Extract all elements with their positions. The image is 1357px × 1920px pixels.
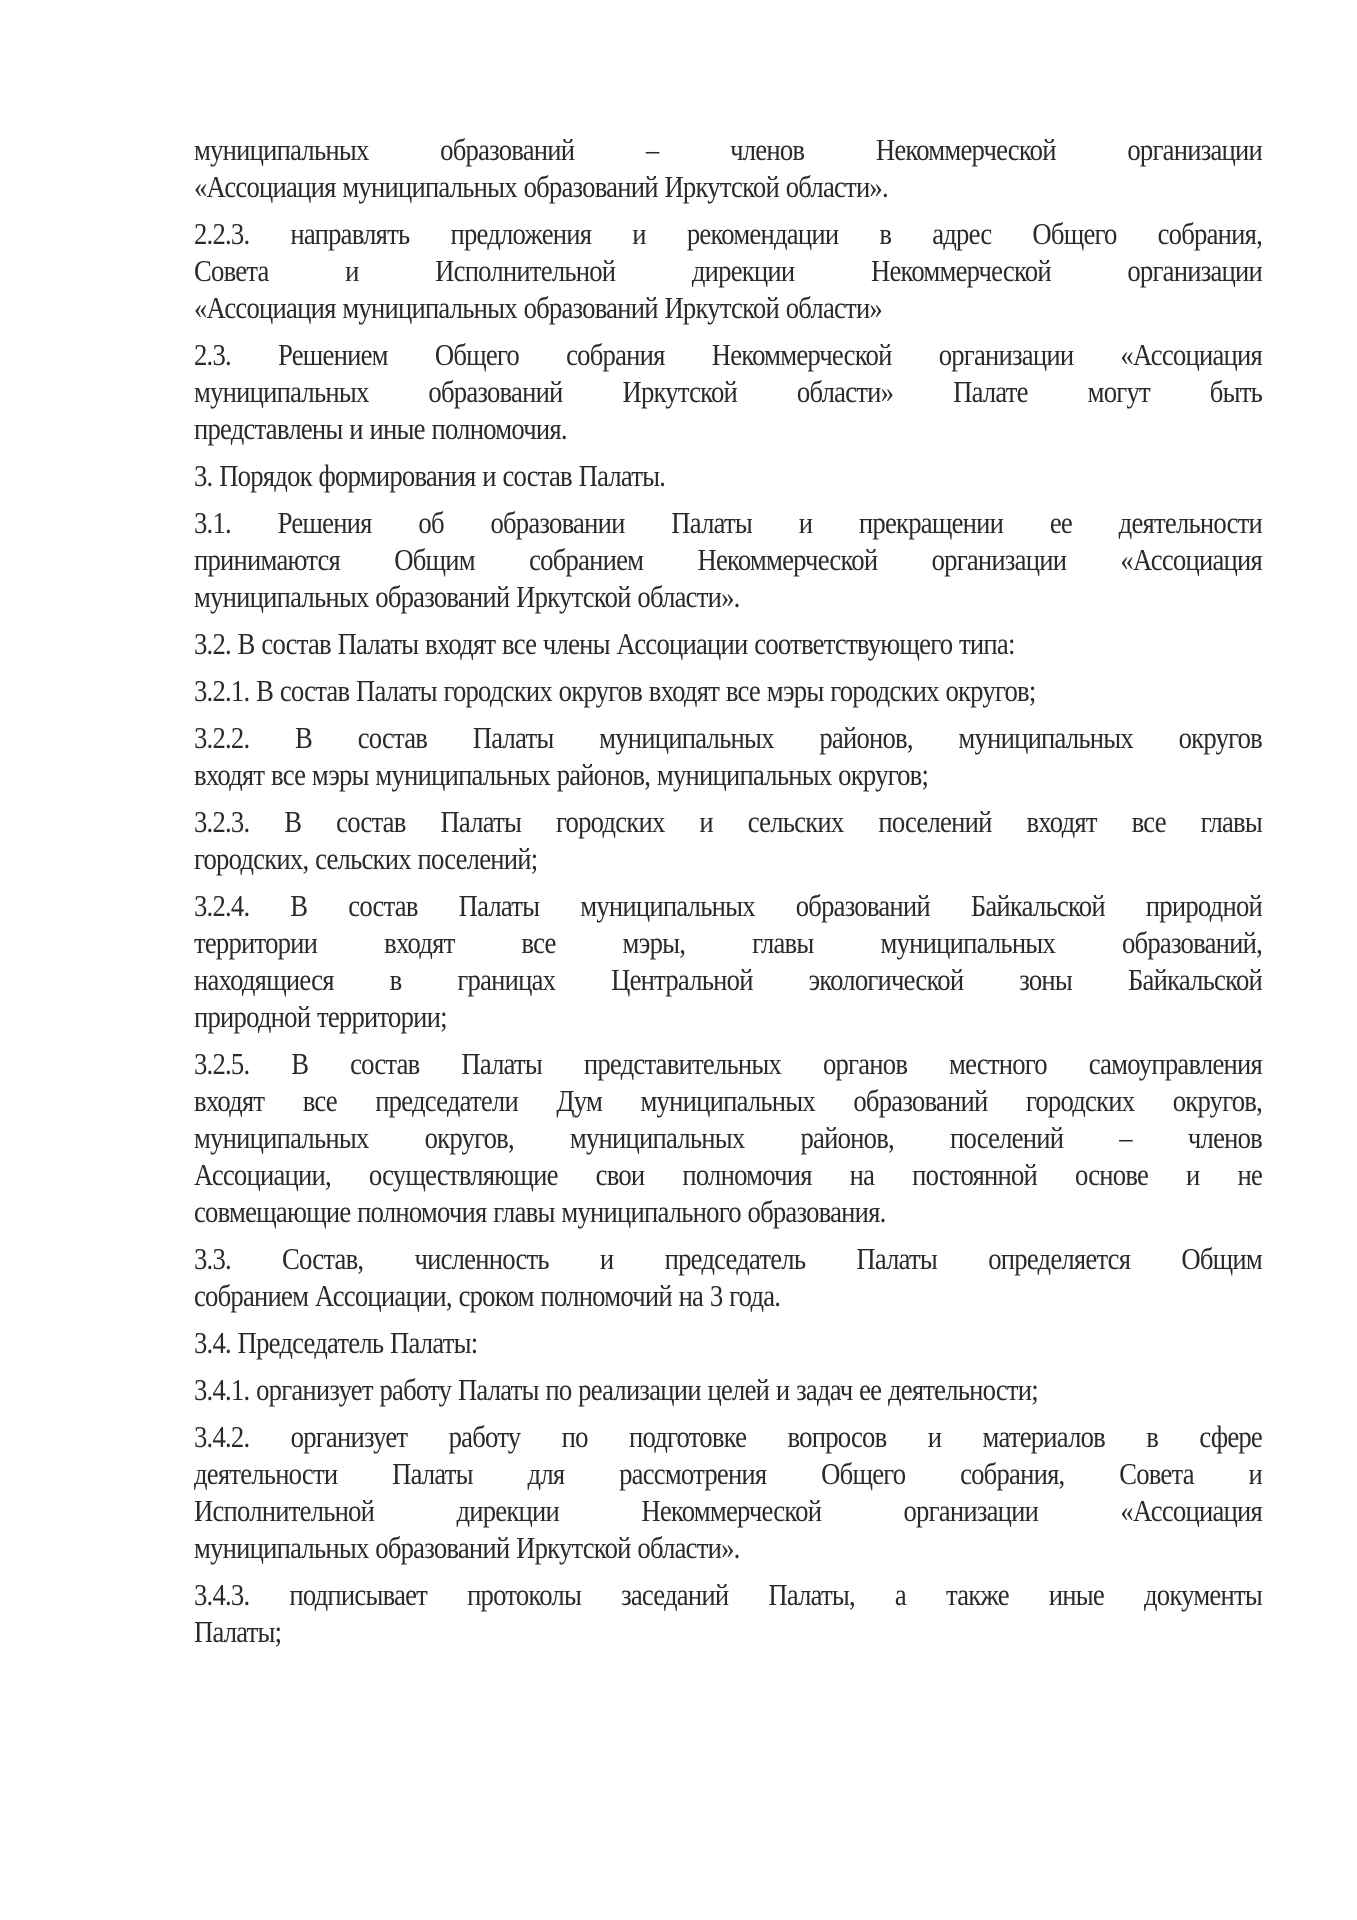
paragraph-2-2-3 — [194, 215, 1262, 326]
text-line: Совета и Исполнительной дирекции Некоммерческой организации — [194, 253, 1262, 288]
text-line: 3.1. Решения об образовании Палаты и прекращении ее деятельности — [194, 505, 1262, 540]
text-line: 2.3. Решением Общего собрания Некоммерческой организации «Ассоциация — [194, 337, 1262, 372]
text-line: «Ассоциация муниципальных образований Иркутской области» — [194, 290, 882, 325]
paragraph-2-2-2-cont — [194, 131, 1262, 205]
paragraph-text — [194, 504, 1262, 615]
paragraph-3-2-5 — [194, 1045, 1262, 1230]
text-line: 3.2.3. В состав Палаты городских и сельских поселений входят все главы — [194, 804, 1262, 839]
paragraph-3-3 — [194, 1240, 1262, 1314]
text-line: совмещающие полномочия главы муниципального образования. — [194, 1194, 886, 1229]
text-line: территории входят все мэры, главы муниципальных образований, — [194, 925, 1262, 960]
paragraph-3-2-1 — [194, 672, 1262, 709]
paragraph-text — [194, 1240, 1262, 1314]
paragraph-3-4-1 — [194, 1371, 1262, 1408]
paragraph-3-2-4 — [194, 887, 1262, 1035]
paragraph-3-2-2 — [194, 719, 1262, 793]
text-line: 3.4. Председатель Палаты: — [194, 1325, 478, 1360]
text-line: муниципальных образований Иркутской области» Палате могут быть — [194, 374, 1262, 409]
text-line: 3.4.2. организует работу по подготовке вопросов и материалов в сфере — [194, 1419, 1262, 1454]
text-line: принимаются Общим собранием Некоммерческой организации «Ассоциация — [194, 542, 1262, 577]
paragraph-text — [194, 719, 1262, 793]
paragraph-text — [194, 625, 1262, 662]
text-line: Палаты; — [194, 1614, 282, 1649]
text-line: находящиеся в границах Центральной экологической зоны Байкальской — [194, 962, 1262, 997]
paragraph-3-1 — [194, 504, 1262, 615]
paragraph-text — [194, 1045, 1262, 1230]
paragraph-text — [194, 1371, 1262, 1408]
paragraph-3-4-3 — [194, 1576, 1262, 1650]
paragraph-text — [194, 1418, 1262, 1566]
paragraph-text — [194, 672, 1262, 709]
paragraph-text — [194, 1324, 1262, 1361]
text-line: 3.2.2. В состав Палаты муниципальных районов, муниципальных округов — [194, 720, 1262, 755]
text-line: 3.2.1. В состав Палаты городских округов входят все мэры городских округов; — [194, 673, 1036, 708]
paragraph-2-3 — [194, 336, 1262, 447]
text-line: муниципальных образований Иркутской области». — [194, 1530, 740, 1565]
paragraph-3-4 — [194, 1324, 1262, 1361]
text-line: входят все председатели Дум муниципальных образований городских округов, — [194, 1083, 1262, 1118]
text-line: входят все мэры муниципальных районов, муниципальных округов; — [194, 757, 929, 792]
paragraph-text — [194, 336, 1262, 447]
paragraph-text — [194, 1576, 1262, 1650]
text-line: 3.2.5. В состав Палаты представительных органов местного самоуправления — [194, 1046, 1262, 1081]
text-line: городских, сельских поселений; — [194, 841, 538, 876]
text-line: муниципальных округов, муниципальных районов, поселений – членов — [194, 1120, 1262, 1155]
paragraph-text — [194, 803, 1262, 877]
paragraph-3-4-2 — [194, 1418, 1262, 1566]
text-line: природной территории; — [194, 999, 447, 1034]
paragraph-text — [194, 215, 1262, 326]
paragraph-text — [194, 131, 1262, 205]
text-line: представлены и иные полномочия. — [194, 411, 567, 446]
paragraph-3 — [194, 457, 1262, 494]
text-line: 3.4.1. организует работу Палаты по реализации целей и задач ее деятельности; — [194, 1372, 1038, 1407]
text-line: деятельности Палаты для рассмотрения Общего собрания, Совета и — [194, 1456, 1262, 1491]
text-line: 2.2.3. направлять предложения и рекомендации в адрес Общего собрания, — [194, 216, 1262, 251]
text-line: собранием Ассоциации, сроком полномочий на 3 года. — [194, 1278, 781, 1313]
paragraph-text — [194, 887, 1262, 1035]
document-body — [194, 131, 1262, 1660]
text-line: муниципальных образований Иркутской области». — [194, 579, 740, 614]
text-line: 3.2.4. В состав Палаты муниципальных образований Байкальской природной — [194, 888, 1262, 923]
paragraph-3-2-3 — [194, 803, 1262, 877]
text-line: 3.2. В состав Палаты входят все члены Ассоциации соответствующего типа: — [194, 626, 1015, 661]
paragraph-3-2 — [194, 625, 1262, 662]
text-line: муниципальных образований – членов Некоммерческой организации — [194, 132, 1262, 167]
paragraph-text — [194, 457, 1262, 494]
text-line: 3.3. Состав, численность и председатель Палаты определяется Общим — [194, 1241, 1262, 1276]
text-line: «Ассоциация муниципальных образований Иркутской области». — [194, 169, 888, 204]
text-line: 3.4.3. подписывает протоколы заседаний Палаты, а также иные документы — [194, 1577, 1262, 1612]
text-line: 3. Порядок формирования и состав Палаты. — [194, 458, 666, 493]
text-line: Ассоциации, осуществляющие свои полномочия на постоянной основе и не — [194, 1157, 1262, 1192]
text-line: Исполнительной дирекции Некоммерческой организации «Ассоциация — [194, 1493, 1262, 1528]
